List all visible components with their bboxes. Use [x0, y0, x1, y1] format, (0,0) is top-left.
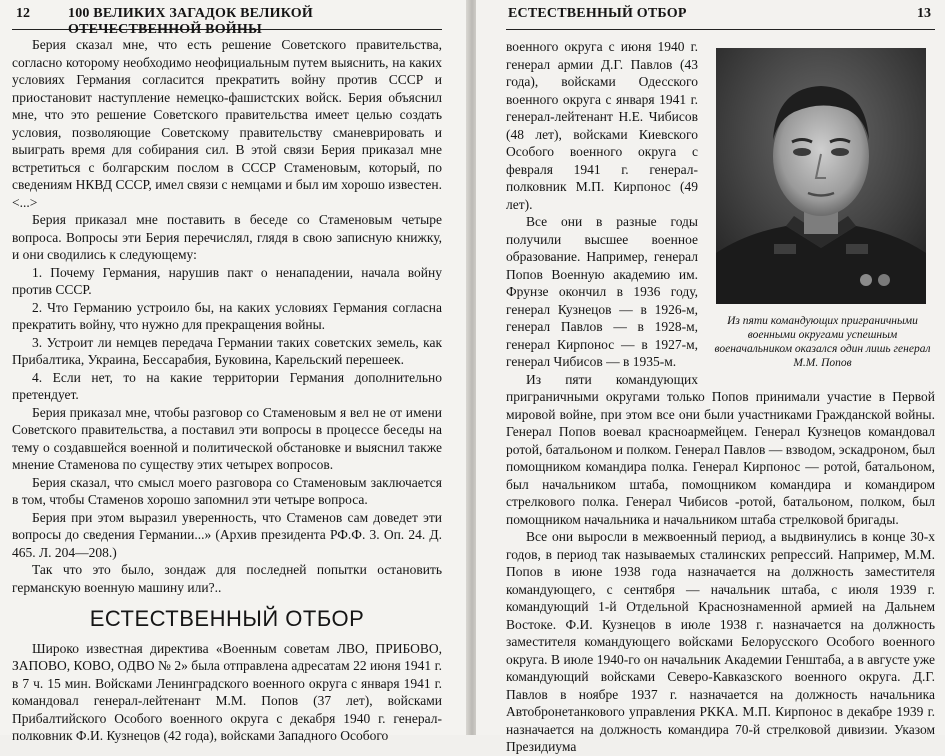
- right-page: [476, 0, 945, 754]
- paragraph: Берия сказал мне, что есть решение Советского правительства, согласно которому необходимо неофициальным путем выяснить, на каких условиях Германия согласится прекратить войну против СССР и приостановит наступление немецко-фашистских войск. Берия объяснил мне, что это решение Советского правительства имеет целью создать условия, позволяющие Советскому правительству сманеврировать и выиграть время для собирания сил. В этой связи Берия приказал мне встретиться с болгарским послом в СССР Стаменовым, который, по сведениям НКВД СССР, имел связи с немцами и был им хорошо известен. <...>: [12, 37, 442, 210]
- paragraph: 3. Устроит ли немцев передача Германии таких советских земель, как Прибалтика, Украина, Бессарабия, Буковина, Карельский перешеек.: [12, 334, 442, 367]
- right-body-text: [506, 38, 935, 756]
- paragraph: Берия приказал мне, чтобы разговор со Стаменовым я вел не от имени Советского правительства, а поставил эти вопросы в процессе беседы на тему о создавшейся военной и политической обстановке и выяснил также мнение Стаменова по существу этих четырех вопросов.: [12, 404, 442, 472]
- paragraph: Так что это было, зондаж для последней попытки остановить германскую военную машину или?..: [12, 562, 442, 595]
- paragraph: Берия сказал, что смысл моего разговора со Стаменовым заключается в том, чтобы Стаменов хорошо запомнил эти четыре вопроса.: [12, 474, 442, 507]
- left-running-header: [12, 0, 442, 37]
- left-body-text: [12, 36, 442, 745]
- right-running-title: ЕСТЕСТВЕННЫЙ ОТБОР: [508, 6, 687, 21]
- portrait-illustration: [716, 48, 926, 304]
- paragraph: 1. Почему Германия, нарушив пакт о ненападении, начала войну против СССР.: [12, 264, 442, 297]
- paragraph: Все они выросли в межвоенный период, а выдвинулись в конце 30-х годов, в период так называемых сталинских репрессий. Например, М.М. Попов в июне 1938 года назначается на должность заместителя командующего, с сентября — начальник штаба, с июля 1939 г. командующий 1-й Отдельной Краснознаменной армией на Дальнем Востоке. Ф.И. Кузнецов в июле 1938 г. назначается на должность заместителя командующего войсками Белорусского Особого военного округа. В июле 1940-го он начальник Академии Генштаба, а в августе уже командующий войсками Северо-Кавказского военного округа. Д.Г. Павлов в ноябре 1937 г. назначается на должность начальника Автобронетанкового управления РККА. М.П. Кирпонос в декабре 1939 г. назначается на должность командира 70-й стрелковой дивизии. Указом Президиума: [506, 529, 935, 754]
- paragraph: Из пяти командующих приграничными округами только Попов принимали участие в Первой мировой войне, при этом все они были участниками Гражданской войны. Генерал Попов воевал красноармейцем. Генерал Кузнецов командовал ротой, батальоном и полком. Генерал Павлов — взводом, эскадроном, был помощником командира полка. Генерал Кирпонос — ротой, батальоном, был начальником штаба, помощником командира и командиром стрелкового полка. Генерал Чибисов -ротой, батальоном, полком, был помощником начальника и начальником штаба стрелковой бригады.: [506, 371, 935, 527]
- portrait-photo: [716, 48, 926, 304]
- paragraph: Берия приказал мне поставить в беседе со Стаменовым четыре вопроса. Вопросы эти Берия перечислял, глядя в свою записную книжку, и они сводились к следующему:: [12, 212, 442, 262]
- left-page-number: 12: [16, 6, 30, 21]
- paragraph: Берия при этом выразил уверенность, что Стаменов сам доведет эти вопросы до сведения Германии...» (Архив президента РФ.Ф. 3. Оп. 24. Д. 465. Л. 204—208.): [12, 509, 442, 560]
- section-title: ЕСТЕСТВЕННЫЙ ОТБОР: [89, 606, 365, 631]
- right-page-number: 13: [917, 6, 931, 21]
- paragraph: 2. Что Германию устроило бы, на каких условиях Германия согласна прекратить войну, что нужно для прекращения войны.: [12, 299, 442, 332]
- left-running-title: 100 ВЕЛИКИХ ЗАГАДОК ВЕЛИКОЙ ОТЕЧЕСТВЕННОЙ ВОЙНЫ: [68, 6, 313, 37]
- paragraph: военного округа с июня 1940 г. генерал армии Д.Г. Павлов (43 года), войсками Одесского военного округа с января 1941 г. генерал-лейтенант Н.Е. Чибисов (48 лет), войсками Киевского Особого военного округа с февраля 1941 г. генерал-полковник М.П. Кирпонос (49 лет).: [506, 39, 698, 212]
- photo-caption: Из пяти командующих приграничными военными округами успешным военачальником оказался один лишь генерал М.М. Попов: [714, 315, 931, 369]
- figure: [710, 48, 935, 370]
- paragraph: Широко известная директива «Военным советам ЛВО, ПРИБОВО, ЗАПОВО, КОВО, ОДВО № 2» была отправлена адресатам 22 июня 1941 г. в 7 ч. 15 мин. Войсками Ленинградского военного округа с января 1941 г. командовал генерал-лейтенант М.М. Попов (37 лет), войсками Прибалтийского Особого военного округа с декабря 1940 г. генерал-полковник Ф.И. Кузнецов (42 года), войсками Западного Особого: [12, 640, 442, 743]
- right-running-header: [506, 0, 935, 30]
- paragraph: Все они в разные годы получили высшее военное образование. Например, генерал Попов Военную академию им. Фрунзе окончил в 1936 году, генерал Кузнецов — в 1926-м, генерал Павлов — в 1928-м, генерал Кирпонос — в 1927-м, генерал Чибисов — в 1935-м.: [506, 214, 698, 369]
- left-page: [0, 0, 468, 743]
- paragraph: 4. Если нет, то на какие территории Германия дополнительно претендует.: [12, 369, 442, 402]
